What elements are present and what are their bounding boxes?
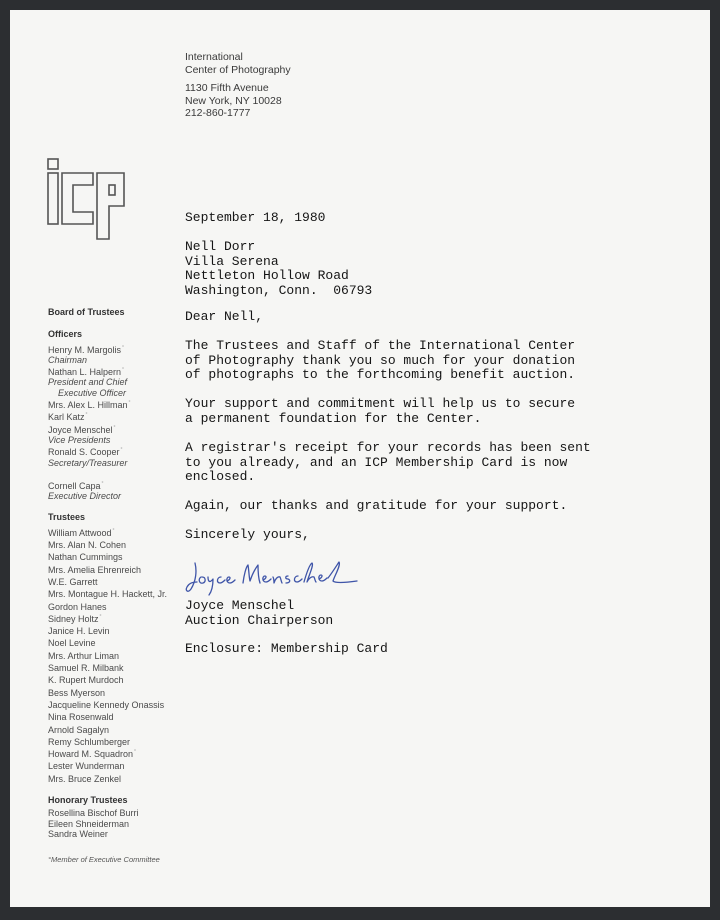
list-item: Sidney Holtz°: [48, 613, 102, 624]
paragraph-1: [185, 339, 625, 383]
executive-director: [48, 479, 183, 502]
recipient-address: [185, 240, 625, 299]
letter-date: September 18, 1980: [185, 210, 326, 225]
address-line1: 1130 Fifth Avenue: [185, 82, 269, 94]
list-item: Mrs. Amelia Ehrenreich: [48, 564, 142, 575]
director-title: Executive Director: [48, 491, 122, 502]
letterhead: [185, 51, 291, 120]
text-line: of photographs to the forthcoming benefit auction.: [185, 367, 576, 383]
text-line: A registrar's receipt for your records has been sent: [185, 439, 591, 455]
list-item: Eileen Shneiderman: [48, 818, 130, 829]
list-item: Mrs. Arthur Liman: [48, 650, 120, 661]
text-line: Nell Dorr: [185, 238, 256, 254]
list-item: Nathan Cummings: [48, 552, 123, 563]
text-line: Again, our thanks and gratitude for your support.: [185, 498, 568, 514]
list-item: Samuel R. Milbank: [48, 663, 124, 674]
officer-title: Chairman: [48, 354, 88, 365]
list-item: Bess Myerson: [48, 687, 106, 698]
list-item: Mrs. Montague H. Hackett, Jr.: [48, 589, 168, 600]
icp-logo-icon: [46, 157, 126, 246]
signature-strokes: [186, 562, 357, 595]
org-name-line1: International: [185, 51, 243, 63]
list-item: Mrs. Bruce Zenkel: [48, 773, 122, 784]
list-item: William Attwood°: [48, 527, 115, 538]
officer-title: President and Chief: [48, 377, 128, 388]
list-item: Gordon Hanes: [48, 601, 107, 612]
list-item: Nathan L. Halpern°: [48, 367, 125, 378]
list-item: Noel Levine: [48, 638, 96, 649]
officer-title: Secretary/Treasurer: [48, 457, 128, 468]
text-line: of Photography thank you so much for your donation: [185, 352, 576, 368]
text-line: enclosed.: [185, 469, 256, 485]
list-item: Remy Schlumberger: [48, 736, 131, 747]
officer-title: Executive Officer: [58, 387, 127, 398]
list-item: Joyce Menschel°: [48, 424, 116, 435]
text-line: Washington, Conn. 06793: [185, 283, 373, 299]
closing: Sincerely yours,: [185, 526, 310, 542]
list-item: Sandra Weiner: [48, 828, 108, 839]
signer-name: Joyce Menschel: [185, 597, 295, 613]
list-item: Janice H. Levin: [48, 626, 110, 637]
list-item: Mrs. Alex L. Hillman°: [48, 400, 131, 411]
text-line: Your support and commitment will help us to secure: [185, 396, 576, 412]
officers-heading: Officers: [48, 329, 83, 340]
list-item: Rosellina Bischof Burri: [48, 808, 139, 819]
list-item: Jacqueline Kennedy Onassis: [48, 699, 165, 710]
org-name-line2: Center of Photography: [185, 63, 291, 76]
list-item: Mrs. Alan N. Cohen: [48, 540, 127, 551]
list-item: Lester Wunderman: [48, 761, 125, 772]
board-of-trustees-sidebar: [48, 307, 183, 865]
list-item: Henry M. Margolis°: [48, 344, 125, 355]
trustees-list: [48, 526, 183, 784]
letter-body: [185, 211, 625, 657]
list-item: Howard M. Squadron°: [48, 749, 137, 760]
address-line2: New York, NY 10028: [185, 94, 282, 107]
list-item: Karl Katz°: [48, 412, 88, 423]
list-item: Nina Rosenwald: [48, 712, 114, 723]
honorary-trustees-heading: Honorary Trustees: [48, 794, 128, 805]
paragraph-2: [185, 397, 625, 427]
trustees-heading: Trustees: [48, 512, 86, 523]
board-heading: Board of Trustees: [48, 307, 125, 317]
list-item: Ronald S. Cooper°: [48, 447, 123, 458]
list-item: K. Rupert Murdoch: [48, 675, 124, 686]
paragraph-4: [185, 499, 625, 514]
handwritten-signature: [185, 543, 625, 599]
phone-number: 212-860-1777: [185, 107, 251, 119]
honorary-trustees-list: [48, 808, 183, 839]
text-line: Villa Serena: [185, 253, 279, 269]
list-item: W.E. Garrett: [48, 576, 98, 587]
executive-committee-footnote: °Member of Executive Committee: [48, 855, 160, 865]
text-line: Nettleton Hollow Road: [185, 268, 349, 284]
list-item: Cornell Capa°: [48, 480, 104, 491]
text-line: a permanent foundation for the Center.: [185, 410, 482, 426]
signer-title: Auction Chairperson: [185, 612, 334, 628]
letter-page: [10, 10, 710, 907]
officers-list: [48, 343, 183, 468]
text-line: The Trustees and Staff of the International Center: [185, 337, 576, 353]
paragraph-3: [185, 441, 625, 485]
officer-title: Vice Presidents: [48, 434, 111, 445]
list-item: Arnold Sagalyn: [48, 724, 110, 735]
text-line: to you already, and an ICP Membership Card is now: [185, 454, 568, 470]
enclosure-note: Enclosure: Membership Card: [185, 641, 388, 657]
salutation: Dear Nell,: [185, 308, 264, 324]
